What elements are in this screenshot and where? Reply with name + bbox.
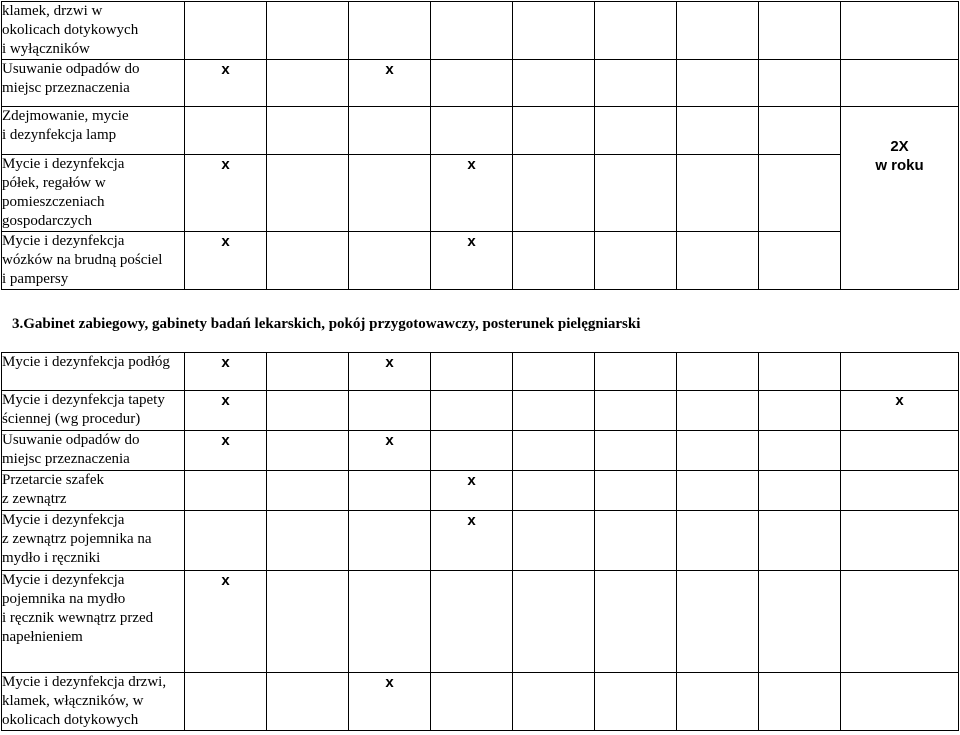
schedule-mark: x [185, 571, 267, 673]
cleaning-schedule-table-2 [1, 352, 959, 731]
schedule-mark: x [431, 232, 513, 290]
schedule-mark: x [841, 391, 959, 431]
schedule-mark: x [349, 60, 431, 107]
task-label: Mycie i dezynfekcja drzwi, klamek, włączników, w okolicach dotykowych [2, 673, 185, 731]
schedule-mark: x [431, 471, 513, 511]
schedule-mark: x [185, 391, 267, 431]
schedule-mark: x [185, 353, 267, 391]
section-title: 3.Gabinet zabiegowy, gabinety badań lekarskich, pokój przygotowawczy, posterunek pielęgniarski [12, 316, 641, 332]
task-label: Mycie i dezynfekcja podłóg [2, 353, 185, 391]
frequency-note: 2X w roku [841, 107, 959, 290]
task-label: Usuwanie odpadów do miejsc przeznaczenia [2, 60, 185, 107]
schedule-mark: x [185, 232, 267, 290]
schedule-mark: x [431, 155, 513, 232]
task-label: Mycie i dezynfekcja z zewnątrz pojemnika na mydło i ręczniki [2, 511, 185, 571]
task-label: Usuwanie odpadów do miejsc przeznaczenia [2, 431, 185, 471]
task-label: klamek, drzwi w okolicach dotykowych i wyłączników [2, 2, 185, 60]
task-label: Zdejmowanie, mycie i dezynfekcja lamp [2, 107, 185, 155]
cleaning-schedule-table-1 [1, 1, 959, 290]
task-label: Mycie i dezynfekcja wózków na brudną pościel i pampersy [2, 232, 185, 290]
task-label: Mycie i dezynfekcja półek, regałów w pomieszczeniach gospodarczych [2, 155, 185, 232]
schedule-mark: x [349, 673, 431, 731]
schedule-mark: x [185, 60, 267, 107]
task-label: Mycie i dezynfekcja pojemnika na mydło i ręcznik wewnątrz przed napełnieniem [2, 571, 185, 673]
schedule-mark: x [349, 431, 431, 471]
schedule-mark: x [431, 511, 513, 571]
task-label: Mycie i dezynfekcja tapety ściennej (wg procedur) [2, 391, 185, 431]
schedule-mark: x [349, 353, 431, 391]
schedule-mark: x [185, 431, 267, 471]
schedule-mark: x [185, 155, 267, 232]
task-label: Przetarcie szafek z zewnątrz [2, 471, 185, 511]
